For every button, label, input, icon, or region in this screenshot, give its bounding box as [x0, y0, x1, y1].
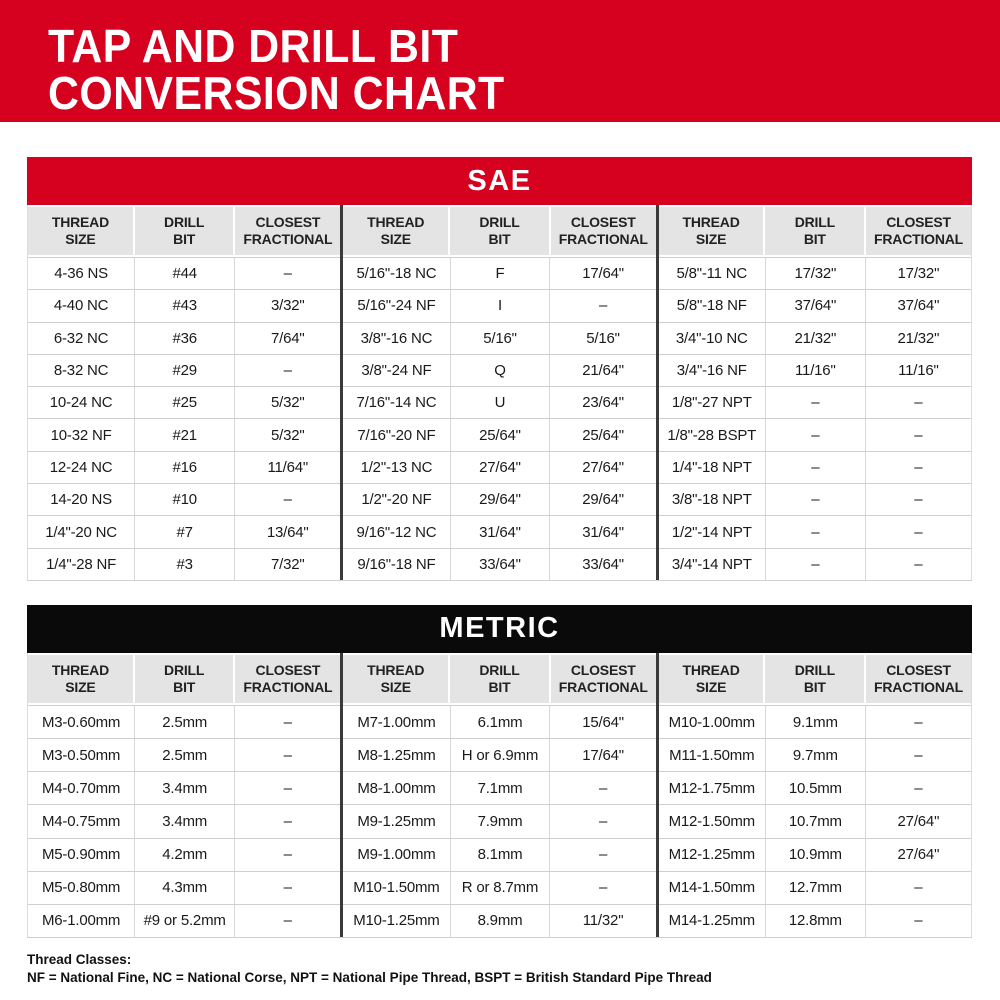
table-cell: 27/64" — [865, 805, 971, 837]
table-cell: 8.9mm — [450, 905, 550, 937]
table-cell: 17/32" — [765, 258, 865, 289]
column-header-line2: SIZE — [65, 678, 96, 695]
column-header — [235, 655, 340, 703]
table-cell: U — [450, 387, 550, 418]
table-cell: H or 6.9mm — [450, 739, 550, 771]
table-cell: 9.1mm — [765, 706, 865, 738]
table-cell: 5/16" — [549, 323, 655, 354]
table-cell: – — [865, 706, 971, 738]
table-cell: – — [865, 739, 971, 771]
table-row — [343, 418, 655, 450]
table-cell: 1/8"-28 BSPT — [667, 426, 757, 444]
table-cell: 11/16" — [865, 355, 971, 386]
column-header-line1: DRILL — [164, 214, 205, 231]
table-cell: #25 — [134, 387, 234, 418]
column-header-line1: THREAD — [367, 662, 425, 679]
footer-legend-text: NF = National Fine, NC = National Corse, NPT = National Pipe Thread, BSPT = British Standard Pipe Thread — [27, 969, 712, 985]
column-header-line1: DRILL — [794, 214, 835, 231]
column-header — [551, 207, 656, 255]
table-cell: M5-0.90mm — [41, 846, 121, 864]
table-row — [659, 257, 971, 289]
table-row — [659, 904, 971, 937]
column-header — [866, 655, 971, 703]
table-cell: M9-1.00mm — [357, 846, 436, 864]
table-cell: #10 — [134, 484, 234, 515]
table-cell: 10.7mm — [765, 805, 865, 837]
table-cell: – — [865, 772, 971, 804]
column-header — [343, 655, 448, 703]
table-cell: 21/32" — [865, 323, 971, 354]
table-cell: M12-1.75mm — [668, 779, 755, 797]
table-column-group — [27, 205, 340, 580]
table-row — [28, 354, 340, 386]
column-header-line1: CLOSEST — [570, 662, 636, 679]
table-cell: 3.4mm — [134, 805, 234, 837]
page-title-line2: CONVERSION CHART — [48, 66, 505, 119]
column-header-line2: SIZE — [695, 678, 727, 695]
table-row — [343, 386, 655, 418]
table-cell: 9/16"-12 NC — [356, 523, 437, 541]
table-cell: 11/32" — [549, 905, 655, 937]
table-cell: I — [450, 290, 550, 321]
table-cell: 3.4mm — [134, 772, 234, 804]
table-cell: – — [865, 452, 971, 483]
table-cell: 7/32" — [234, 549, 340, 580]
table-column-group — [27, 653, 340, 937]
table-cell: M4-0.70mm — [41, 779, 121, 797]
column-header-line2: BIT — [488, 231, 511, 247]
table-cell: M3-0.60mm — [41, 713, 121, 731]
table-cell: 27/64" — [549, 452, 655, 483]
table-cell: 17/64" — [549, 258, 655, 289]
table-row — [659, 804, 971, 837]
table-column-group — [340, 653, 655, 937]
column-header-line2: BIT — [488, 678, 511, 695]
table-cell: 4.3mm — [134, 872, 234, 904]
table-row — [28, 483, 340, 515]
column-header-line1: THREAD — [682, 662, 740, 679]
table-cell: 1/8"-27 NPT — [671, 394, 752, 412]
table-cell: #21 — [134, 419, 234, 450]
table-cell: – — [865, 905, 971, 937]
table-cell: 23/64" — [549, 387, 655, 418]
table-cell: – — [765, 452, 865, 483]
table-cell: 3/32" — [234, 290, 340, 321]
sae-section-title: SAE — [467, 164, 532, 197]
column-header-line1: CLOSEST — [570, 214, 636, 231]
table-row — [28, 386, 340, 418]
table-row — [28, 548, 340, 580]
table-rows — [28, 257, 340, 580]
column-header-line2: BIT — [803, 678, 826, 695]
table-row — [343, 804, 655, 837]
table-cell: 10.9mm — [765, 839, 865, 871]
table-cell: 25/64" — [549, 419, 655, 450]
table-cell: M5-0.80mm — [41, 879, 121, 897]
table-cell: – — [234, 772, 340, 804]
table-row — [659, 771, 971, 804]
table-cell: – — [865, 872, 971, 904]
column-header-line2: BIT — [173, 231, 196, 247]
table-row — [343, 548, 655, 580]
table-cell: 14-20 NS — [50, 491, 112, 509]
table-cell: – — [234, 355, 340, 386]
column-header — [450, 655, 549, 703]
table-row — [343, 257, 655, 289]
table-cell: 5/16" — [450, 323, 550, 354]
table-cell: 5/16"-24 NF — [357, 297, 436, 315]
column-header-line1: DRILL — [164, 662, 205, 679]
table-row — [659, 418, 971, 450]
column-header-line1: CLOSEST — [886, 214, 951, 231]
column-header-row — [659, 653, 971, 705]
table-cell: – — [549, 839, 655, 871]
table-cell: – — [865, 419, 971, 450]
column-header-line2: FRACTIONAL — [874, 231, 964, 247]
table-cell: M12-1.50mm — [668, 812, 755, 830]
column-header-line2: SIZE — [380, 678, 411, 695]
column-header — [135, 655, 234, 703]
column-header — [135, 207, 234, 255]
table-cell: 27/64" — [450, 452, 550, 483]
table-cell: 1/4"-20 NC — [45, 523, 117, 541]
metric-groups — [27, 653, 972, 938]
column-header — [659, 207, 764, 255]
table-cell: M9-1.25mm — [357, 812, 436, 830]
table-cell: – — [865, 549, 971, 580]
table-cell: – — [234, 872, 340, 904]
column-header — [765, 655, 864, 703]
column-header — [235, 207, 340, 255]
column-header-row — [343, 653, 655, 705]
column-header-line1: THREAD — [51, 214, 109, 231]
table-cell: 10-32 NF — [50, 426, 112, 444]
table-row — [659, 705, 971, 738]
table-cell: – — [865, 516, 971, 547]
table-cell: 7.9mm — [450, 805, 550, 837]
table-cell: 13/64" — [234, 516, 340, 547]
table-cell: #9 or 5.2mm — [134, 905, 234, 937]
table-row — [28, 771, 340, 804]
table-cell: M14-1.50mm — [668, 879, 755, 897]
table-column-group — [656, 205, 972, 580]
table-cell: 10.5mm — [765, 772, 865, 804]
table-cell: 5/16"-18 NC — [356, 265, 437, 283]
table-cell: M10-1.25mm — [353, 912, 440, 930]
table-cell: 5/8"-18 NF — [676, 297, 747, 315]
column-header-line1: DRILL — [479, 214, 520, 231]
table-cell: 3/8"-24 NF — [361, 362, 432, 380]
table-row — [343, 838, 655, 871]
table-row — [659, 386, 971, 418]
table-cell: 11/64" — [234, 452, 340, 483]
column-header-line2: BIT — [173, 678, 196, 695]
column-header-line1: THREAD — [367, 214, 425, 231]
table-cell: #7 — [134, 516, 234, 547]
table-cell: M7-1.00mm — [357, 713, 436, 731]
table-cell: – — [765, 484, 865, 515]
table-cell: – — [234, 484, 340, 515]
table-row — [28, 904, 340, 937]
table-cell: 17/64" — [549, 739, 655, 771]
table-row — [659, 871, 971, 904]
footer-legend — [27, 951, 1000, 986]
table-row — [343, 289, 655, 321]
table-cell: 3/8"-18 NPT — [671, 491, 752, 509]
table-cell: 27/64" — [865, 839, 971, 871]
table-cell: 11/16" — [765, 355, 865, 386]
table-row — [343, 354, 655, 386]
table-cell: 7.1mm — [450, 772, 550, 804]
table-cell: M10-1.50mm — [353, 879, 440, 897]
table-cell: 8-32 NC — [53, 362, 109, 380]
column-header-line2: FRACTIONAL — [558, 678, 648, 695]
column-header-line2: FRACTIONAL — [874, 678, 964, 695]
table-cell: – — [234, 805, 340, 837]
table-cell: 9.7mm — [765, 739, 865, 771]
table-cell: 31/64" — [450, 516, 550, 547]
table-cell: R or 8.7mm — [450, 872, 550, 904]
table-row — [28, 738, 340, 771]
metric-section-title: METRIC — [439, 612, 560, 645]
table-rows — [659, 257, 971, 580]
table-cell: #3 — [134, 549, 234, 580]
table-row — [343, 483, 655, 515]
table-cell: 1/4"-18 NPT — [671, 458, 752, 476]
table-cell: 3/4"-16 NF — [676, 362, 747, 380]
column-header — [551, 655, 656, 703]
table-cell: 21/32" — [765, 323, 865, 354]
column-header-line1: DRILL — [794, 662, 835, 679]
table-row — [28, 322, 340, 354]
table-cell: #43 — [134, 290, 234, 321]
table-row — [28, 418, 340, 450]
column-header-line2: SIZE — [380, 231, 411, 247]
table-row — [659, 451, 971, 483]
table-cell: 5/32" — [234, 419, 340, 450]
column-header-row — [659, 205, 971, 257]
sae-section-banner — [27, 157, 972, 205]
table-rows — [343, 257, 655, 580]
table-row — [28, 515, 340, 547]
table-row — [343, 322, 655, 354]
table-cell: 33/64" — [549, 549, 655, 580]
column-header — [659, 655, 764, 703]
page-title-line1: TAP AND DRILL BIT — [48, 20, 459, 72]
table-row — [659, 838, 971, 871]
column-header-line2: BIT — [803, 231, 826, 247]
table-cell: – — [549, 772, 655, 804]
table-cell: 1/2"-14 NPT — [671, 523, 752, 541]
table-cell: 1/2"-20 NF — [361, 491, 432, 509]
table-cell: 12.8mm — [765, 905, 865, 937]
table-cell: 15/64" — [549, 706, 655, 738]
table-cell: – — [234, 905, 340, 937]
column-header-line2: FRACTIONAL — [243, 678, 333, 695]
table-row — [343, 904, 655, 937]
table-row — [343, 771, 655, 804]
table-cell: – — [549, 290, 655, 321]
table-cell: 33/64" — [450, 549, 550, 580]
table-row — [343, 515, 655, 547]
table-row — [659, 289, 971, 321]
column-header-row — [28, 205, 340, 257]
table-cell: Q — [450, 355, 550, 386]
table-cell: 2.5mm — [134, 739, 234, 771]
table-row — [343, 705, 655, 738]
table-row — [659, 483, 971, 515]
table-cell: 37/64" — [865, 290, 971, 321]
table-row — [28, 257, 340, 289]
sae-groups — [27, 205, 972, 581]
column-header-line1: THREAD — [51, 662, 109, 679]
table-cell: #44 — [134, 258, 234, 289]
table-cell: 31/64" — [549, 516, 655, 547]
table-cell: 37/64" — [765, 290, 865, 321]
table-row — [28, 289, 340, 321]
column-header — [28, 655, 133, 703]
table-cell: 17/32" — [865, 258, 971, 289]
table-cell: 29/64" — [450, 484, 550, 515]
table-row — [659, 548, 971, 580]
table-cell: – — [765, 516, 865, 547]
table-cell: – — [234, 739, 340, 771]
column-header-line1: THREAD — [682, 214, 740, 231]
table-cell: F — [450, 258, 550, 289]
table-column-group — [340, 205, 655, 580]
table-cell: 3/4"-10 NC — [675, 329, 748, 347]
column-header — [450, 207, 549, 255]
table-cell: 25/64" — [450, 419, 550, 450]
table-cell: 7/64" — [234, 323, 340, 354]
table-rows — [343, 705, 655, 937]
table-row — [343, 871, 655, 904]
footer-legend-title: Thread Classes: — [27, 951, 132, 967]
table-cell: – — [549, 805, 655, 837]
table-cell: 8.1mm — [450, 839, 550, 871]
table-cell: 4-40 NC — [53, 297, 109, 315]
table-cell: – — [234, 839, 340, 871]
column-header — [28, 207, 133, 255]
table-row — [659, 354, 971, 386]
table-cell: 7/16"-14 NC — [356, 394, 437, 412]
table-cell: 2.5mm — [134, 706, 234, 738]
table-column-group — [656, 653, 972, 937]
table-cell: – — [234, 258, 340, 289]
table-rows — [659, 705, 971, 937]
table-cell: M14-1.25mm — [668, 912, 755, 930]
column-header-line2: SIZE — [65, 231, 96, 247]
table-cell: 7/16"-20 NF — [357, 426, 436, 444]
table-cell: #16 — [134, 452, 234, 483]
metric-section — [27, 605, 972, 938]
table-cell: M10-1.00mm — [668, 713, 755, 731]
table-cell: 29/64" — [549, 484, 655, 515]
column-header-row — [28, 653, 340, 705]
table-cell: 9/16"-18 NF — [357, 555, 436, 573]
table-cell: – — [234, 706, 340, 738]
table-cell: 4.2mm — [134, 839, 234, 871]
table-cell: M3-0.50mm — [41, 746, 121, 764]
table-row — [28, 705, 340, 738]
column-header-line1: CLOSEST — [255, 662, 321, 679]
table-cell: – — [865, 484, 971, 515]
column-header-row — [343, 205, 655, 257]
page-header-banner — [0, 0, 1000, 122]
table-row — [28, 871, 340, 904]
table-cell: – — [765, 419, 865, 450]
table-cell: M8-1.25mm — [357, 746, 436, 764]
table-cell: M4-0.75mm — [41, 812, 121, 830]
table-cell: 5/32" — [234, 387, 340, 418]
column-header-line2: FRACTIONAL — [558, 231, 648, 247]
table-row — [343, 738, 655, 771]
table-cell: 5/8"-11 NC — [676, 265, 748, 283]
table-rows — [28, 705, 340, 937]
table-cell: 10-24 NC — [49, 394, 113, 412]
table-cell: 3/4"-14 NPT — [671, 555, 752, 573]
table-cell: 3/8"-16 NC — [360, 329, 433, 347]
column-header-line1: CLOSEST — [255, 214, 321, 231]
table-cell: 6.1mm — [450, 706, 550, 738]
table-cell: 1/2"-13 NC — [360, 458, 433, 476]
sae-section — [27, 157, 972, 581]
column-header — [343, 207, 448, 255]
table-row — [659, 515, 971, 547]
table-cell: – — [549, 872, 655, 904]
table-cell: – — [765, 387, 865, 418]
column-header-line1: DRILL — [479, 662, 520, 679]
table-row — [28, 804, 340, 837]
table-cell: M11-1.50mm — [669, 746, 755, 764]
table-cell: – — [865, 387, 971, 418]
column-header — [866, 207, 971, 255]
table-cell: 6-32 NC — [53, 329, 109, 347]
table-cell: M12-1.25mm — [668, 846, 755, 864]
column-header — [765, 207, 864, 255]
table-cell: #36 — [134, 323, 234, 354]
table-cell: – — [765, 549, 865, 580]
table-cell: 12-24 NC — [49, 458, 113, 476]
column-header-line2: FRACTIONAL — [243, 231, 333, 247]
metric-section-banner — [27, 605, 972, 653]
table-row — [343, 451, 655, 483]
table-cell: #29 — [134, 355, 234, 386]
table-cell: 4-36 NS — [54, 265, 108, 283]
table-row — [659, 322, 971, 354]
column-header-line2: SIZE — [695, 231, 727, 247]
table-row — [28, 451, 340, 483]
table-cell: M8-1.00mm — [357, 779, 436, 797]
table-cell: 12.7mm — [765, 872, 865, 904]
column-header-line1: CLOSEST — [886, 662, 951, 679]
table-row — [28, 838, 340, 871]
table-cell: 1/4"-28 NF — [46, 555, 117, 573]
table-row — [659, 738, 971, 771]
table-cell: 21/64" — [549, 355, 655, 386]
table-cell: M6-1.00mm — [41, 912, 121, 930]
